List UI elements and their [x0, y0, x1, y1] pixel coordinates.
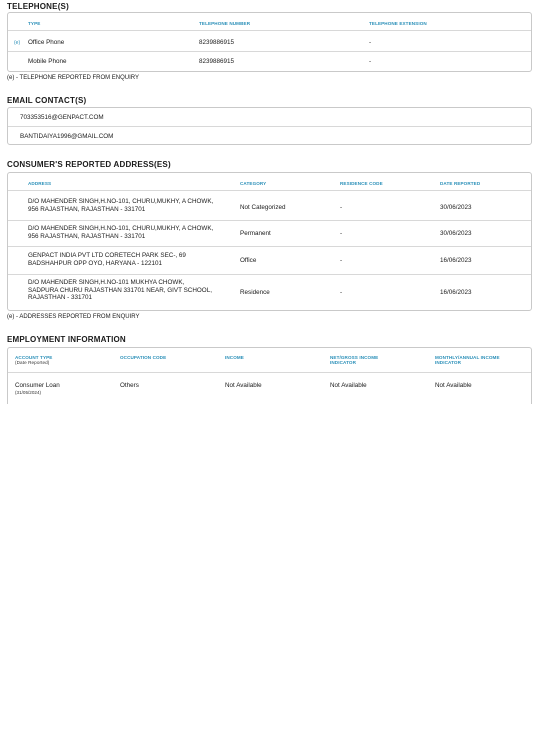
residence-code: -	[340, 230, 343, 237]
account-type-value: Consumer Loan	[15, 382, 60, 389]
email-item: BANTIDAIYA1996@GMAIL.COM	[20, 133, 114, 140]
telephone-header-number: TELEPHONE NUMBER	[199, 21, 251, 26]
address-category: Office	[240, 257, 257, 264]
address-line: D/O MAHENDER SINGH,H.NO-101, CHURU,MUKHY, A CHOWK,	[28, 225, 214, 232]
address-header-divider	[8, 190, 531, 191]
address-line: BADSHAHPUR OPP OYO, HARYANA - 122101	[28, 259, 163, 267]
phone-extension: -	[369, 39, 372, 46]
email-list	[7, 107, 532, 145]
telephone-table	[7, 12, 532, 72]
date-reported: 16/06/2023	[440, 289, 472, 296]
date-reported: 16/06/2023	[440, 257, 472, 264]
employment-account-type	[15, 382, 60, 395]
address-table	[7, 172, 532, 311]
phone-type: Office Phone	[28, 39, 65, 46]
address-header-residence-code: RESIDENCE CODE	[340, 181, 383, 186]
employment-table	[7, 347, 532, 404]
residence-code: -	[340, 257, 343, 264]
address-text	[28, 279, 233, 302]
address-text	[28, 252, 233, 267]
account-type-date: (31/05/2024)	[15, 389, 42, 395]
header-label: MONTHLY/ANNUAL INCOME	[435, 355, 500, 360]
employment-header-divider	[8, 372, 531, 373]
address-footnote: (e) - ADDRESSES REPORTED FROM ENQUIRY	[7, 314, 140, 320]
telephone-footnote: (e) - TELEPHONE REPORTED FROM ENQUIRY	[7, 75, 140, 81]
telephone-header-type: TYPE	[28, 21, 41, 26]
telephone-section-title: TELEPHONE(S)	[7, 2, 69, 11]
phone-number: 8239886915	[199, 58, 235, 65]
residence-code: -	[340, 289, 343, 296]
date-reported: 30/06/2023	[440, 204, 472, 211]
email-item: 703353516@GENPACT.COM	[20, 114, 104, 121]
enquiry-marker: (e)	[14, 40, 21, 46]
address-category: Permanent	[240, 230, 271, 237]
phone-number: 8239886915	[199, 39, 235, 46]
address-line: GENPACT INDIA PVT LTD CORETECH PARK SEC-, 69	[28, 252, 186, 259]
header-sublabel: (Date Reported)	[15, 360, 50, 365]
employment-occupation: Others	[120, 382, 139, 389]
address-line: D/O MAHENDER SINGH,H.NO-101, CHURU,MUKHY, A CHOWK,	[28, 198, 214, 205]
employment-header-net-gross	[330, 355, 378, 365]
employment-net-gross: Not Available	[330, 382, 367, 389]
residence-code: -	[340, 204, 343, 211]
address-line: 956 RAJASTHAN, RAJASTHAN - 331701	[28, 205, 146, 213]
row-divider	[8, 220, 531, 221]
employment-income: Not Available	[225, 382, 262, 389]
row-divider	[8, 274, 531, 275]
email-section-title: EMAIL CONTACT(S)	[7, 96, 87, 105]
row-divider	[8, 126, 531, 127]
address-line: SADPURA CHURU RAJASTHAN 331701 NEAR, GIVT SCHOOL,	[28, 286, 212, 294]
row-divider	[8, 246, 531, 247]
telephone-header-divider	[8, 30, 531, 31]
header-label: ACCOUNT TYPE	[15, 355, 53, 360]
employment-header-occupation: OCCUPATION CODE	[120, 355, 167, 360]
telephone-header-extension: TELEPHONE EXTENSION	[369, 21, 427, 26]
row-divider	[8, 51, 531, 52]
header-label: INDICATOR	[330, 360, 356, 365]
address-line: RAJASTHAN - 331701	[28, 294, 93, 301]
address-text	[28, 198, 233, 213]
date-reported: 30/06/2023	[440, 230, 472, 237]
address-section-title: CONSUMER'S REPORTED ADDRESS(ES)	[7, 160, 171, 169]
employment-header-monthly-annual	[435, 355, 500, 365]
employment-monthly-annual: Not Available	[435, 382, 472, 389]
phone-type: Mobile Phone	[28, 58, 67, 65]
employment-section-title: EMPLOYMENT INFORMATION	[7, 335, 126, 344]
header-label: INDICATOR	[435, 360, 461, 365]
address-text	[28, 225, 233, 240]
address-category: Not Categorized	[240, 204, 286, 211]
address-line: D/O MAHENDER SINGH,H.NO-101 MUKHYA CHOWK,	[28, 279, 185, 286]
employment-header-income: INCOME	[225, 355, 244, 360]
header-label: NET/GROSS INCOME	[330, 355, 379, 360]
employment-header-account-type	[15, 355, 52, 365]
address-line: 956 RAJASTHAN, RAJASTHAN - 331701	[28, 232, 146, 240]
address-header-address: ADDRESS	[28, 181, 52, 186]
address-header-category: CATEGORY	[240, 181, 267, 186]
address-category: Residence	[240, 289, 270, 296]
address-header-date: DATE REPORTED	[440, 181, 481, 186]
phone-extension: -	[369, 58, 372, 65]
